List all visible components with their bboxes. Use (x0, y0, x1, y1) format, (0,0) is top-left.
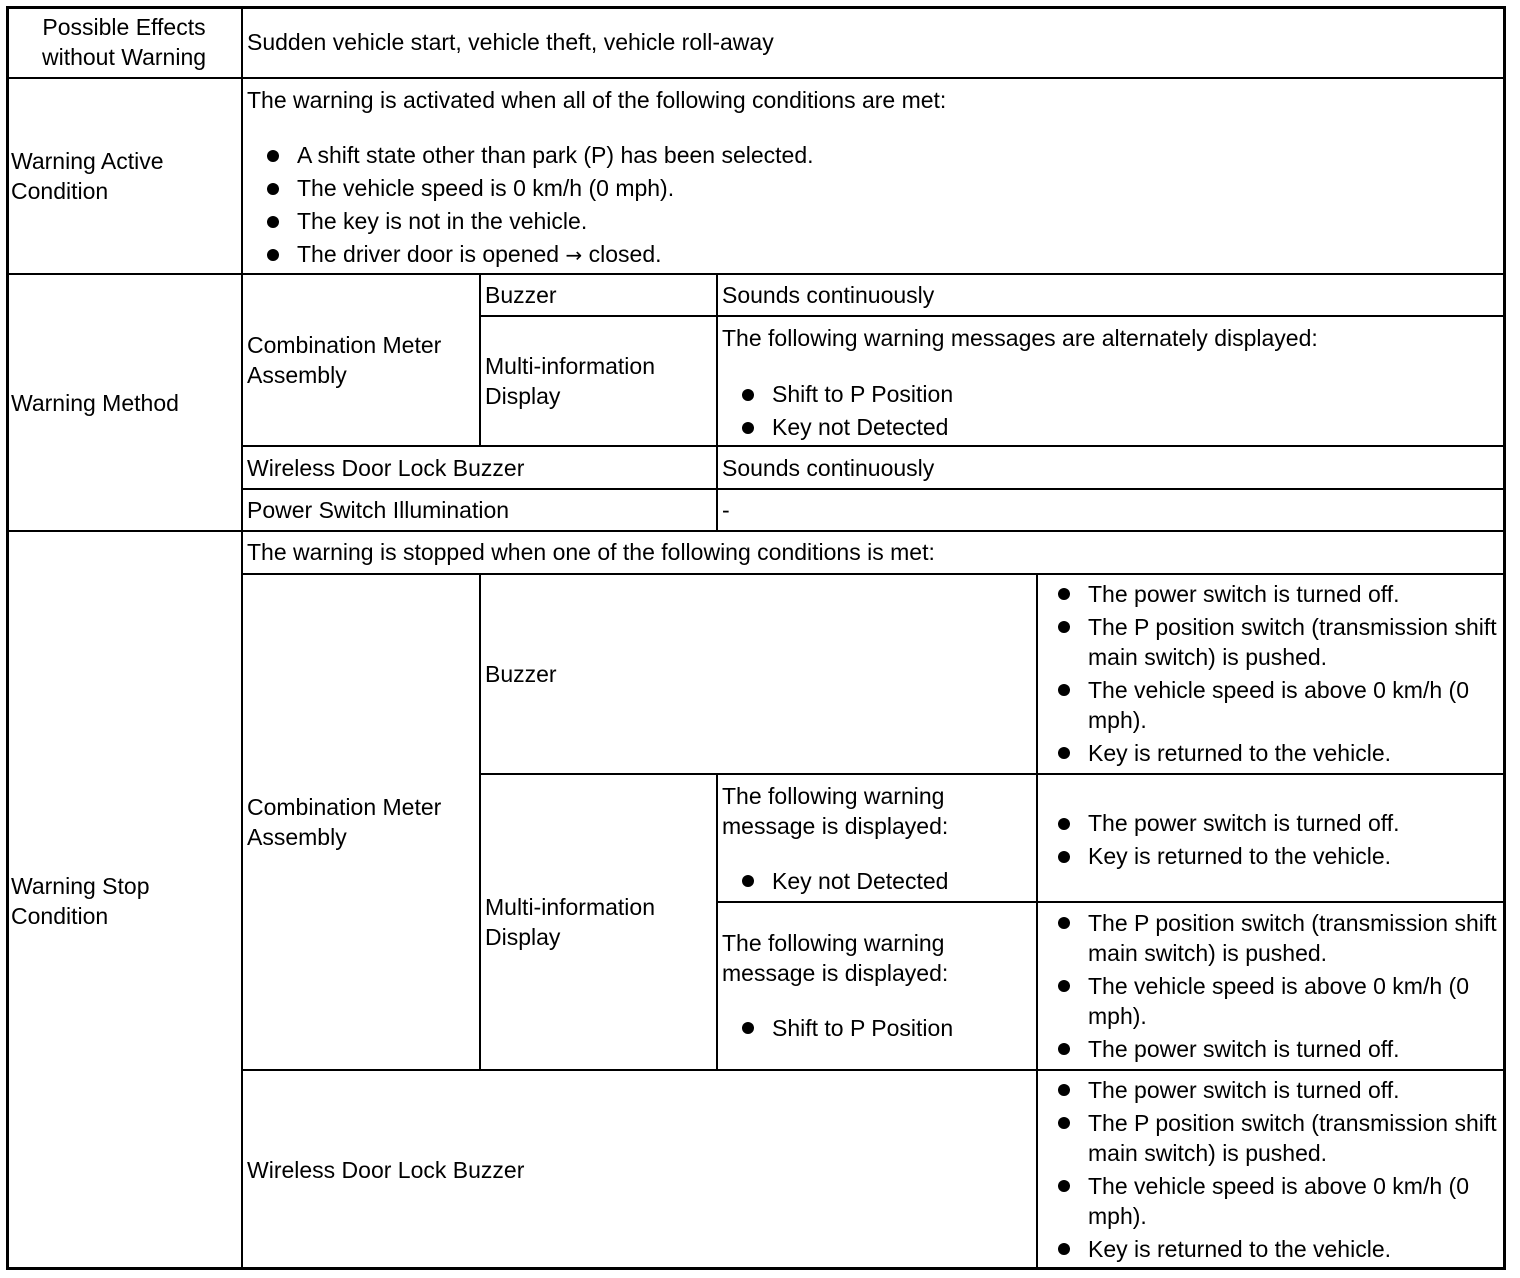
list-item: Key not Detected (722, 866, 1022, 896)
row-divider (242, 573, 1506, 575)
list-item: The key is not in the vehicle. (247, 205, 1497, 238)
stop-multi-info-display: Multi-information Display (485, 894, 655, 950)
list-item: Key is returned to the vehicle. (1042, 840, 1502, 873)
stop-mid-conditions-a (1042, 807, 1502, 873)
method-buzzer: Buzzer (485, 282, 557, 308)
list-item: The vehicle speed is above 0 km/h (0 mph). (1042, 675, 1502, 735)
column-divider (716, 773, 718, 1069)
column-divider (241, 6, 243, 1270)
list-item: The power switch is turned off. (1042, 1034, 1502, 1064)
row-divider (242, 1069, 1506, 1071)
stop-buzzer: Buzzer (485, 661, 557, 687)
bullet-icon (267, 183, 279, 195)
bullet-icon (1058, 621, 1070, 633)
bullet-icon (267, 216, 279, 228)
active-conditions (247, 85, 1497, 272)
column-divider (479, 273, 481, 445)
bullet-icon (742, 422, 754, 434)
list-item: Key is returned to the vehicle. (1042, 738, 1502, 768)
column-divider (1036, 573, 1038, 1270)
bullet-icon (742, 1022, 754, 1034)
list-item: A shift state other than park (P) has been selected. (247, 139, 1497, 172)
stop-mid-message-b: The following warning message is displayed: Shift to P Position (722, 928, 1022, 1043)
bullet-icon (1058, 1043, 1070, 1055)
method-label: Warning Method (11, 390, 179, 416)
column-divider (479, 573, 481, 1069)
list-item: The P position switch (transmission shift main switch) is pushed. (1042, 1108, 1502, 1168)
bullet-icon (742, 389, 754, 401)
method-mid-intro: The following warning messages are alternately displayed: (722, 325, 1318, 351)
row-divider (6, 273, 1506, 275)
list-item: The power switch is turned off. (1042, 579, 1502, 609)
bullet-icon (1058, 588, 1070, 600)
list-item: The vehicle speed is 0 km/h (0 mph). (247, 172, 1497, 205)
stop-intro: The warning is stopped when one of the following conditions is met: (247, 539, 935, 565)
bullet-icon (267, 150, 279, 162)
stop-mid-message-a: The following warning message is displayed: Key not Detected (722, 781, 1022, 896)
column-divider (716, 273, 718, 530)
method-combination-meter: Combination Meter Assembly (247, 332, 442, 388)
list-item: The power switch is turned off. (1042, 1075, 1502, 1105)
method-mid-messages (722, 323, 1502, 444)
list-item: The P position switch (transmission shift main switch) is pushed. (1042, 908, 1502, 968)
method-buzzer-value: Sounds continuously (722, 282, 935, 308)
bullet-icon (1058, 1180, 1070, 1192)
row-divider (480, 315, 1506, 317)
list-item: The P position switch (transmission shift main switch) is pushed. (1042, 612, 1502, 672)
method-power-value: - (722, 497, 730, 523)
row-divider (6, 530, 1506, 532)
bullet-icon (1058, 747, 1070, 759)
list-item: Shift to P Position (722, 1013, 1022, 1043)
row-divider (717, 901, 1506, 903)
active-label: Warning Active Condition (11, 148, 164, 204)
stop-wireless-conditions (1042, 1075, 1502, 1264)
list-item: The vehicle speed is above 0 km/h (0 mph). (1042, 971, 1502, 1031)
bullet-icon (1058, 818, 1070, 830)
right-arrow-icon: → (565, 243, 583, 267)
row-divider (480, 773, 1506, 775)
list-item: Key is returned to the vehicle. (1042, 1234, 1502, 1264)
bullet-icon (267, 249, 279, 261)
list-item: The driver door is opened → closed. (247, 238, 1497, 272)
bullet-icon (1058, 1243, 1070, 1255)
bullet-icon (742, 875, 754, 887)
bullet-icon (1058, 684, 1070, 696)
row-divider (6, 77, 1506, 79)
stop-label: Warning Stop Condition (11, 873, 150, 929)
bullet-icon (1058, 917, 1070, 929)
stop-wireless-buzzer: Wireless Door Lock Buzzer (247, 1157, 525, 1183)
stop-mid-conditions-b (1042, 908, 1502, 1064)
list-item: Shift to P Position (722, 378, 1502, 411)
row-divider (242, 488, 1506, 490)
bullet-icon (1058, 1117, 1070, 1129)
method-multi-info-display: Multi-information Display (485, 353, 655, 409)
list-item: The vehicle speed is above 0 km/h (0 mph). (1042, 1171, 1502, 1231)
stop-combination-meter: Combination Meter Assembly (247, 794, 442, 850)
effects-label: Possible Effects without Warning (41, 14, 207, 70)
bullet-icon (1058, 851, 1070, 863)
row-divider (242, 445, 1506, 447)
list-item: The power switch is turned off. (1042, 807, 1502, 840)
method-power-switch: Power Switch Illumination (247, 497, 510, 523)
stop-buzzer-conditions (1042, 579, 1502, 768)
bullet-icon (1058, 980, 1070, 992)
active-intro: The warning is activated when all of the following conditions are met: (247, 87, 947, 113)
method-wireless-value: Sounds continuously (722, 455, 935, 481)
warning-table (6, 6, 1506, 1270)
method-wireless-buzzer: Wireless Door Lock Buzzer (247, 455, 525, 481)
list-item: Key not Detected (722, 411, 1502, 444)
effects-value: Sudden vehicle start, vehicle theft, vehicle roll-away (247, 29, 774, 55)
bullet-icon (1058, 1084, 1070, 1096)
